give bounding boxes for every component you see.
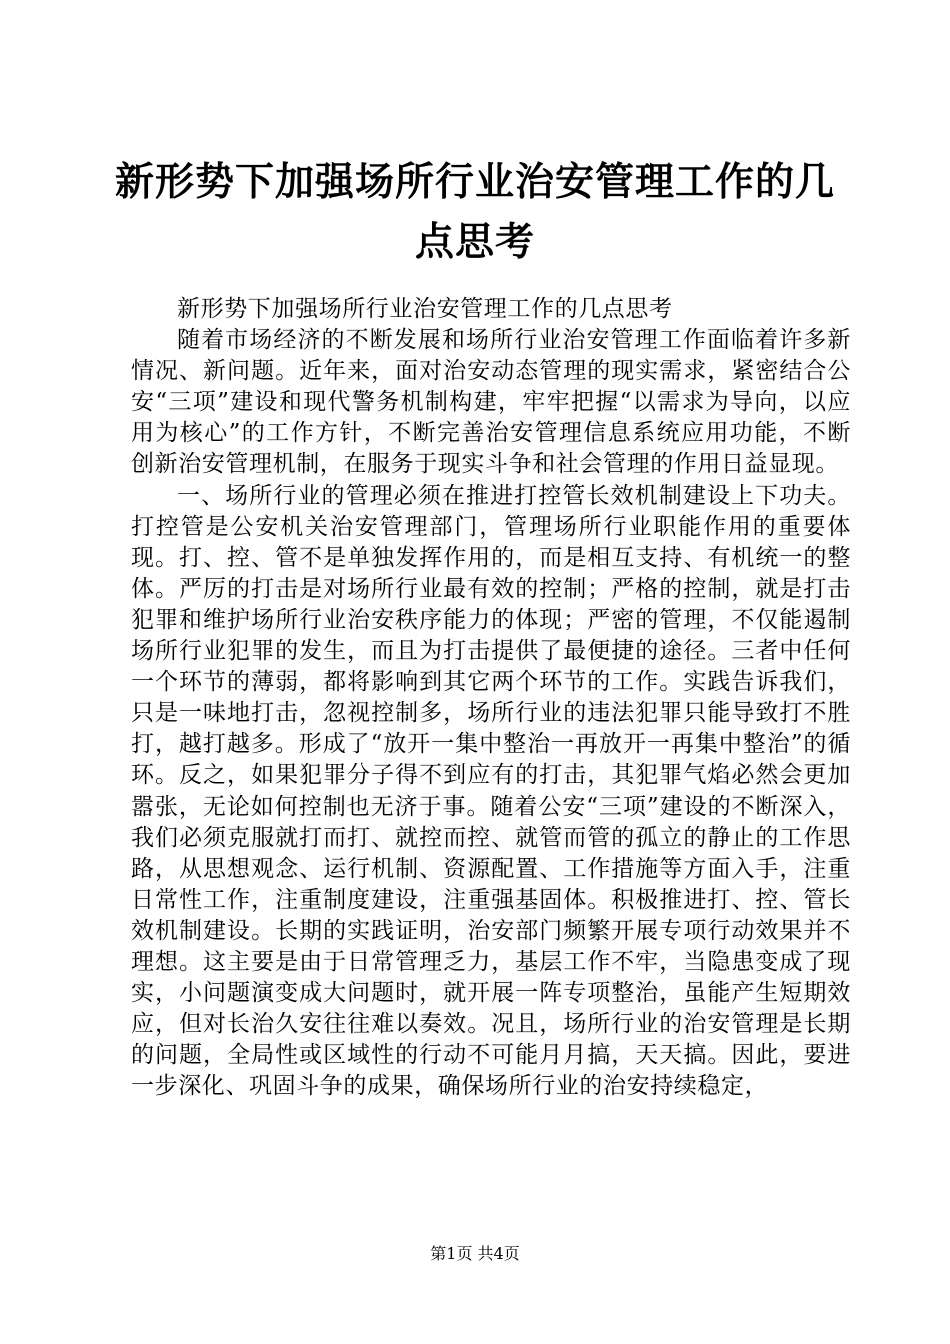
paragraph-heading: 新形势下加强场所行业治安管理工作的几点思考 [177,296,673,322]
page-footer: 第1页 共4页 [430,1244,520,1263]
document-body [131,294,851,1102]
document-title: 新形势下加强场所行业治安管理工作的几点思考 [114,159,835,265]
paragraph-section-one: 一、场所行业的管理必须在推进打控管长效机制建设上下功夫。打控管是公安机关治安管理部门，管理场所行业职能作用的重要体现。打、控、管不是单独发挥作用的，而是相互支持、有机统一的整体。严厉的打击是对场所行业最有效的控制；严格的控制，就是打击犯罪和维护场所行业治安秩序能力的体现；严密的管理，不仅能遏制场所行业犯罪的发生，而且为打击提供了最便捷的途径。三者中任何一个环节的薄弱，都将影响到其它两个环节的工作。实践告诉我们，只是一味地打击，忽视控制多，场所行业的违法犯罪只能导致打不胜打，越打越多。形成了“放开一集中整治一再放开一再集中整治”的循环。反之，如果犯罪分子得不到应有的打击，其犯罪气焰必然会更加嚣张，无论如何控制也无济于事。随着公安“三项”建设的不断深入，我们必须克服就打而打、就控而控、就管而管的孤立的静止的工作思路，从思想观念、运行机制、资源配置、工作措施等方面入手，注重日常性工作，注重制度建设，注重强基固体。积极推进打、控、管长效机制建设。长期的实践证明，治安部门频繁开展专项行动效果并不理想。这主要是由于日常管理乏力，基层工作不牢，当隐患变成了现实，小问题演变成大问题时，就开展一阵专项整治，虽能产生短期效应，但对长治久安往往难以奏效。况且，场所行业的治安管理是长期的问题，全局性或区域性的行动不可能月月搞，天天搞。因此，要进一步深化、巩固斗争的成果，确保场所行业的治安持续稳定， [131,482,851,1100]
paragraph-intro: 随着市场经济的不断发展和场所行业治安管理工作面临着许多新情况、新问题。近年来，面对治安动态管理的现实需求，紧密结合公安“三项”建设和现代警务机制构建，牢牢把握“以需求为导向，以应用为核心”的工作方针，不断完善治安管理信息系统应用功能，不断创新治安管理机制，在服务于现实斗争和社会管理的作用日益显现。 [131,327,851,478]
